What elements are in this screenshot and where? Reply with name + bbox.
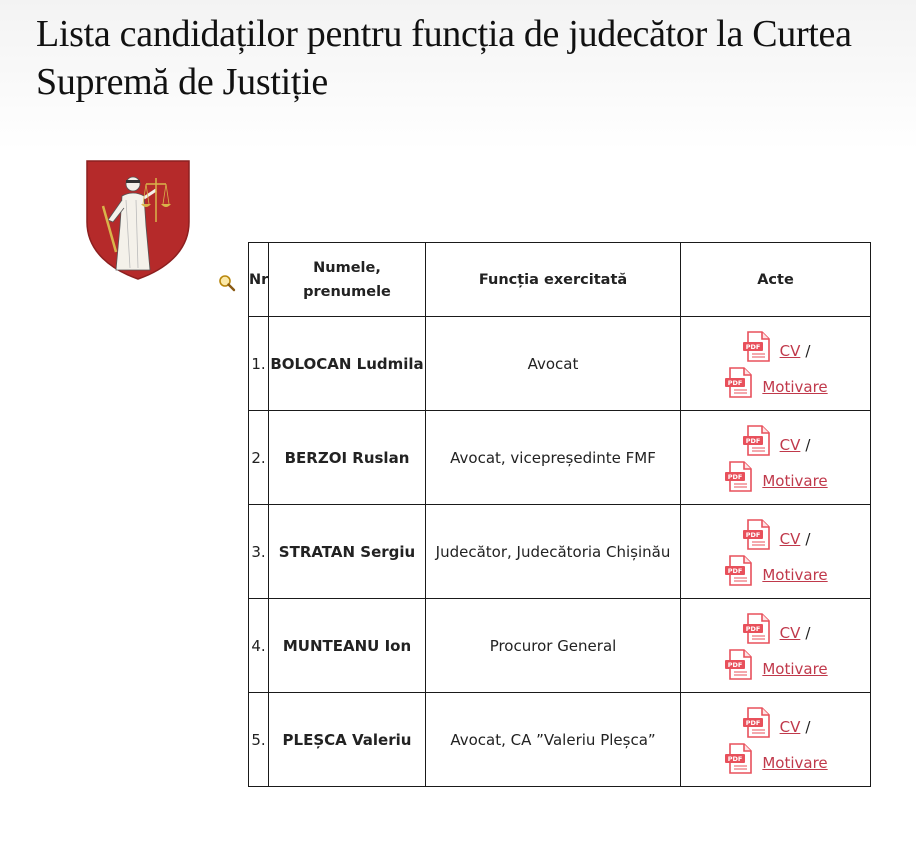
separator: /: [805, 717, 811, 736]
cv-link[interactable]: CV: [779, 341, 801, 360]
column-header-nr: Nr: [249, 243, 269, 317]
candidate-function: Avocat, CA ”Valeriu Pleșca”: [426, 693, 681, 787]
separator: /: [805, 435, 811, 454]
svg-text:PDF: PDF: [745, 718, 760, 727]
row-number: 1.: [249, 317, 269, 411]
cv-line: [741, 516, 811, 552]
pdf-file-icon[interactable]: [741, 424, 775, 458]
separator: /: [805, 623, 811, 642]
cv-line: [741, 610, 811, 646]
column-header-function: Funcția exercitată: [426, 243, 681, 317]
table-row: [249, 693, 871, 787]
candidate-name: BOLOCAN Ludmila: [269, 317, 426, 411]
candidate-documents: [681, 317, 871, 411]
pdf-file-icon[interactable]: [723, 366, 757, 400]
court-crest-icon: [86, 160, 190, 280]
cv-link[interactable]: CV: [779, 529, 801, 548]
documents-links: [681, 328, 870, 400]
table-row: [249, 599, 871, 693]
svg-text:PDF: PDF: [728, 378, 743, 387]
candidate-documents: [681, 505, 871, 599]
table-row: [249, 317, 871, 411]
pdf-file-icon[interactable]: [741, 612, 775, 646]
table-row: [249, 505, 871, 599]
motivare-link[interactable]: Motivare: [762, 753, 828, 772]
row-number: 2.: [249, 411, 269, 505]
separator: /: [805, 529, 811, 548]
candidate-documents: [681, 411, 871, 505]
svg-text:PDF: PDF: [728, 660, 743, 669]
separator: /: [805, 341, 811, 360]
svg-text:PDF: PDF: [745, 530, 760, 539]
documents-links: [681, 704, 870, 776]
candidates-table: [248, 242, 871, 787]
candidate-name: PLEȘCA Valeriu: [269, 693, 426, 787]
candidate-name: BERZOI Ruslan: [269, 411, 426, 505]
svg-text:PDF: PDF: [728, 566, 743, 575]
row-number: 4.: [249, 599, 269, 693]
motivare-line: [723, 646, 827, 682]
cv-link[interactable]: CV: [779, 717, 801, 736]
pdf-file-icon[interactable]: [723, 554, 757, 588]
svg-text:PDF: PDF: [745, 624, 760, 633]
candidate-documents: [681, 599, 871, 693]
cv-line: [741, 422, 811, 458]
cv-line: [741, 328, 811, 364]
svg-text:PDF: PDF: [728, 754, 743, 763]
motivare-link[interactable]: Motivare: [762, 659, 828, 678]
cv-link[interactable]: CV: [779, 623, 801, 642]
candidate-name: MUNTEANU Ion: [269, 599, 426, 693]
candidate-name: STRATAN Sergiu: [269, 505, 426, 599]
row-number: 5.: [249, 693, 269, 787]
motivare-link[interactable]: Motivare: [762, 471, 828, 490]
motivare-line: [723, 364, 827, 400]
motivare-line: [723, 740, 827, 776]
pdf-file-icon[interactable]: [741, 518, 775, 552]
motivare-line: [723, 552, 827, 588]
page-title: Lista candidaților pentru funcția de judecător la Curtea Supremă de Justiție: [36, 13, 852, 103]
candidate-documents: [681, 693, 871, 787]
table-header-row: [249, 243, 871, 317]
magnifier-icon[interactable]: [218, 274, 236, 292]
svg-text:PDF: PDF: [745, 436, 760, 445]
pdf-file-icon[interactable]: [723, 460, 757, 494]
cv-link[interactable]: CV: [779, 435, 801, 454]
documents-links: [681, 516, 870, 588]
pdf-file-icon[interactable]: [741, 330, 775, 364]
row-number: 3.: [249, 505, 269, 599]
candidate-function: Judecător, Judecătoria Chișinău: [426, 505, 681, 599]
motivare-line: [723, 458, 827, 494]
documents-links: [681, 610, 870, 682]
column-header-docs: Acte: [681, 243, 871, 317]
candidate-function: Avocat, vicepreședinte FMF: [426, 411, 681, 505]
motivare-link[interactable]: Motivare: [762, 377, 828, 396]
pdf-file-icon[interactable]: [723, 742, 757, 776]
documents-links: [681, 422, 870, 494]
pdf-file-icon[interactable]: [741, 706, 775, 740]
svg-text:PDF: PDF: [728, 472, 743, 481]
cv-line: [741, 704, 811, 740]
svg-text:PDF: PDF: [745, 342, 760, 351]
column-header-name: Numele, prenumele: [269, 243, 426, 317]
candidate-function: Avocat: [426, 317, 681, 411]
candidate-function: Procuror General: [426, 599, 681, 693]
motivare-link[interactable]: Motivare: [762, 565, 828, 584]
table-row: [249, 411, 871, 505]
pdf-file-icon[interactable]: [723, 648, 757, 682]
